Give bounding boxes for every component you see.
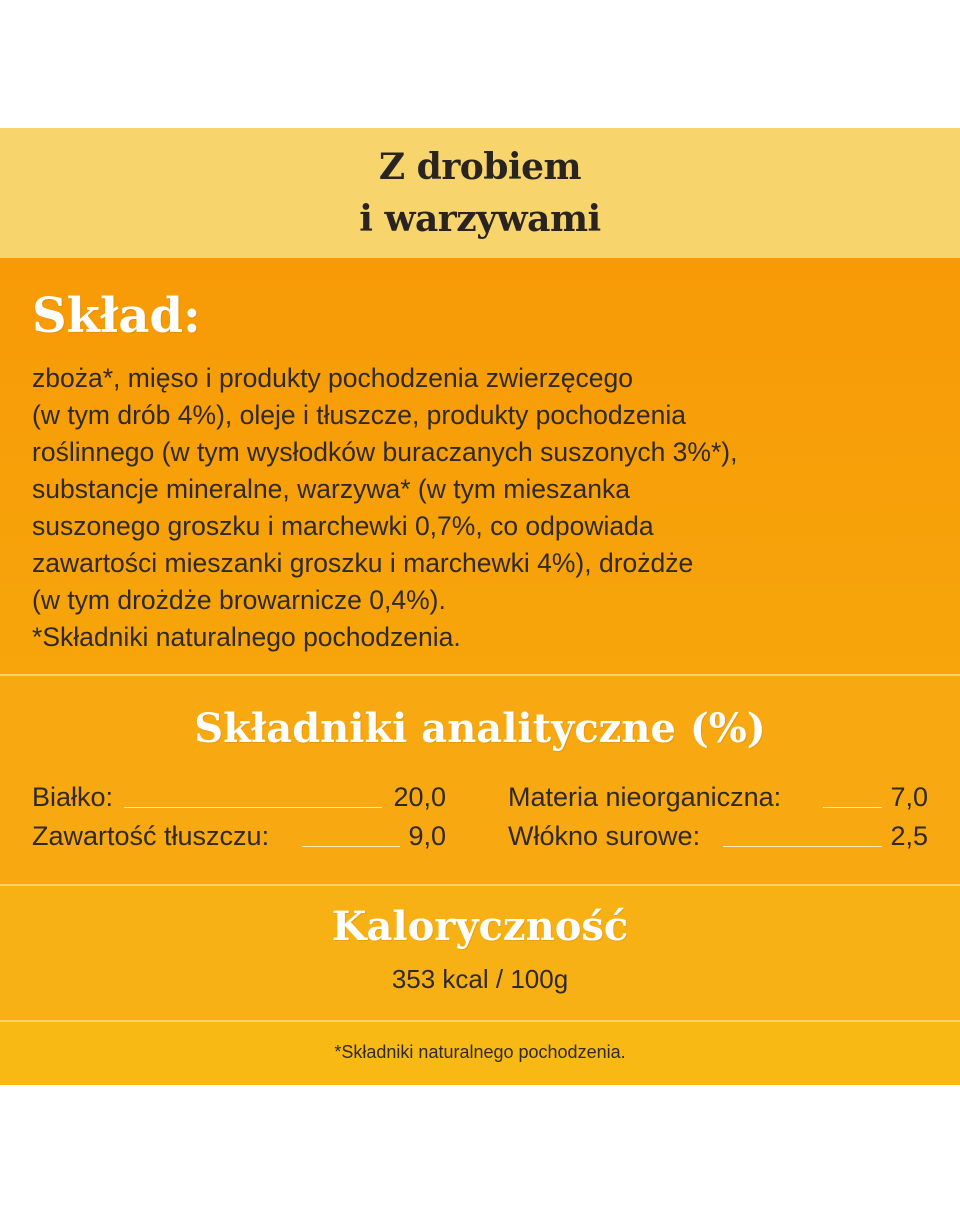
dotted-leader <box>302 846 400 848</box>
composition-line: suszonego groszku i marchewki 0,7%, co odpowiada <box>32 511 654 541</box>
nutrient-value: 2,5 <box>890 821 928 851</box>
nutrient-row-ash <box>508 780 928 814</box>
dotted-leader <box>124 807 382 809</box>
product-title-line-2: i warzywami <box>359 198 601 240</box>
nutrient-row-protein <box>32 780 446 814</box>
analytical-section <box>0 674 960 884</box>
footnote-section <box>0 1020 960 1085</box>
composition-line: roślinnego (w tym wysłodków buraczanych suszonych 3%*), <box>32 437 738 467</box>
section-divider <box>0 884 960 886</box>
dotted-leader <box>823 807 882 809</box>
composition-line: (w tym drożdże browarnicze 0,4%). <box>32 585 446 615</box>
analytical-heading: Składniki analityczne (%) <box>194 705 766 752</box>
composition-section <box>0 258 960 674</box>
section-divider <box>0 1020 960 1022</box>
nutrient-label: Włókno surowe: <box>508 821 701 851</box>
energy-value: 353 kcal / 100g <box>391 964 569 994</box>
composition-line: substancje mineralne, warzywa* (w tym mieszanka <box>32 474 630 504</box>
energy-heading: Kaloryczność <box>331 903 629 950</box>
section-divider <box>0 674 960 676</box>
energy-section <box>0 884 960 1020</box>
dotted-leader <box>723 846 882 848</box>
composition-line: (w tym drób 4%), oleje i tłuszcze, produkty pochodzenia <box>32 400 686 430</box>
nutrient-value: 20,0 <box>393 782 446 812</box>
composition-line: zawartości mieszanki groszku i marchewki 4%), drożdże <box>32 548 694 578</box>
product-title-band <box>0 128 960 258</box>
nutrient-value: 7,0 <box>890 782 928 812</box>
footnote-text: *Składniki naturalnego pochodzenia. <box>334 1042 626 1062</box>
composition-line: zboża*, mięso i produkty pochodzenia zwierzęcego <box>32 363 633 393</box>
nutrient-label: Zawartość tłuszczu: <box>32 821 270 851</box>
nutrient-label: Materia nieorganiczna: <box>508 782 782 812</box>
nutrient-value: 9,0 <box>408 821 446 851</box>
nutrient-row-fat <box>32 819 446 853</box>
composition-heading: Skład: <box>32 288 201 344</box>
nutrient-row-fibre <box>508 819 928 853</box>
nutrient-label: Białko: <box>32 782 114 812</box>
product-info-sheet <box>0 128 960 1085</box>
product-title-line-1: Z drobiem <box>378 146 582 188</box>
composition-text <box>32 360 932 656</box>
composition-line: *Składniki naturalnego pochodzenia. <box>32 622 461 652</box>
